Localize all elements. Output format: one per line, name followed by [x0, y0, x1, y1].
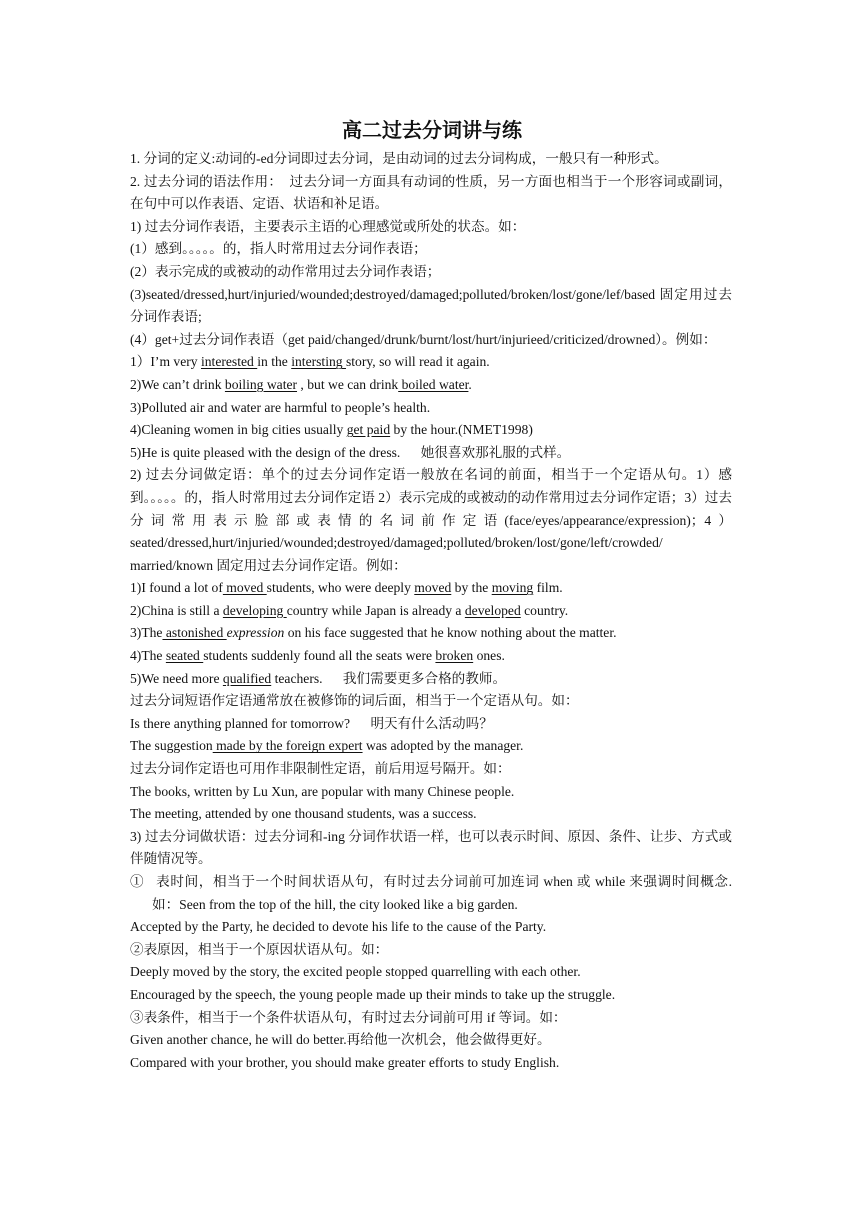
text-segment: 5)We need more [130, 670, 223, 686]
underlined-text: developed [464, 602, 521, 618]
text-paragraph [130, 464, 732, 577]
text-segment: country. [520, 602, 569, 618]
text-segment: 2. 过去分词的语法作用： 过去分词一方面具有动词的性质，另一方面也相当于一个形容词或副词，在句中可以作表语、定语、状语和补足语。 [130, 173, 732, 212]
text-segment: students suddenly found all the seats were [203, 648, 436, 664]
text-segment: was adopted by the manager. [362, 738, 524, 754]
text-paragraph [130, 916, 732, 939]
text-segment: on his face suggested that he know nothing about the matter. [284, 625, 617, 641]
text-paragraph [130, 442, 732, 465]
text-segment: 2)China is still a [130, 602, 223, 618]
text-segment: 3)The [130, 625, 163, 641]
text-segment: The books, written by Lu Xun, are popular with many Chinese people. [130, 783, 515, 799]
text-segment: film. [533, 580, 563, 596]
text-segment: Encouraged by the speech, the young people made up their minds to take up the struggle. [130, 986, 616, 1002]
text-paragraph [130, 803, 732, 826]
text-paragraph [130, 171, 732, 216]
text-segment: students, who were deeply [266, 580, 415, 596]
underlined-text: qualified [222, 670, 272, 686]
text-segment: story, so will read it again. [345, 354, 490, 370]
text-segment: The meeting, attended by one thousand students, was a success. [130, 806, 477, 822]
underlined-text: moved [222, 580, 267, 596]
underlined-text: moving [491, 580, 534, 596]
underlined-text: interested [200, 354, 258, 370]
text-segment: Given another chance, he will do better.再给他一次机会，他会做得更好。 [130, 1032, 551, 1048]
text-segment: 3)Polluted air and water are harmful to people’s health. [130, 399, 431, 415]
text-segment: ① 表时间，相当于一个时间状语从句，有时过去分词前可加连词 when 或 while 来强调时间概念.如：Seen from the top of the hill, the city looked like a big garden. [130, 874, 732, 912]
underlined-text: get paid [346, 422, 391, 438]
text-paragraph [130, 984, 732, 1007]
text-paragraph [130, 216, 732, 239]
document-body [130, 148, 732, 1074]
text-paragraph [130, 961, 732, 984]
text-paragraph [130, 284, 732, 329]
text-segment: 4)The [130, 648, 166, 664]
text-paragraph [130, 577, 732, 600]
text-segment: 过去分词短语作定语通常放在被修饰的词后面，相当于一个定语从句。如： [130, 693, 579, 709]
text-paragraph [130, 1029, 732, 1052]
underlined-text: intersting [291, 354, 346, 370]
text-paragraph [130, 758, 732, 781]
text-segment: by the hour.(NMET1998) [390, 422, 533, 438]
text-paragraph [130, 690, 732, 713]
text-segment: 2) 过去分词做定语：单个的过去分词作定语一般放在名词的前面，相当于一个定语从句。1）感到。。。。。的，指人时常用过去分词作定语 2）表示完成的或被动的动作常用过去分词作定语；3）过去分词常用表示脸部或表情的名词前作定语(face/eyes/appearance/expression)；4）seated/dressed,hurt/injuried/wounded;destroyed/damaged;polluted/broken/lost/gone/left/crowded/ married/known 固定用过去分词作定语。例如： [130, 467, 732, 573]
underlined-text: seated [165, 648, 204, 664]
text-segment: by the [451, 580, 492, 596]
text-paragraph [130, 148, 732, 171]
text-segment: 5)He is quite pleased with the design of the dress. 她很喜欢那礼服的式样。 [130, 444, 571, 460]
text-paragraph [130, 351, 732, 374]
text-segment: in the [257, 354, 292, 370]
text-paragraph [130, 668, 732, 691]
text-segment: (1）感到。。。。。的，指人时常用过去分词作表语； [130, 241, 427, 257]
text-segment: teachers. 我们需要更多合格的教师。 [271, 670, 507, 686]
underlined-text: moved [414, 580, 452, 596]
text-segment: 1）I’m very [130, 354, 201, 370]
text-segment: 4)Cleaning women in big cities usually [130, 422, 347, 438]
text-paragraph [130, 374, 732, 397]
text-paragraph [130, 735, 732, 758]
underlined-text: astonished [162, 625, 227, 641]
text-segment: . [468, 376, 472, 392]
text-segment: ②表原因，相当于一个原因状语从句。如： [130, 941, 389, 957]
underlined-text: made by the foreign expert [212, 738, 363, 754]
text-segment: 1. 分词的定义:动词的-ed分词即过去分词，是由动词的过去分词构成，一般只有一种形式。 [130, 151, 668, 166]
text-paragraph [130, 1007, 732, 1030]
text-segment: 1) 过去分词作表语，主要表示主语的心理感觉或所处的状态。如： [130, 218, 526, 234]
text-segment: , but we can drink [297, 376, 399, 392]
text-segment: ones. [473, 648, 505, 664]
text-segment: 过去分词作定语也可用作非限制性定语，前后用逗号隔开。如： [130, 761, 511, 777]
text-paragraph [130, 238, 732, 261]
text-segment: (2）表示完成的或被动的动作常用过去分词作表语； [130, 263, 441, 279]
text-segment: Compared with your brother, you should make greater efforts to study English. [130, 1054, 560, 1070]
text-segment: ③表条件，相当于一个条件状语从句，有时过去分词前可用 if 等词。如： [130, 1009, 567, 1025]
underlined-text: broken [435, 648, 474, 664]
text-segment: country while Japan is already a [286, 602, 465, 618]
text-paragraph [130, 419, 732, 442]
text-paragraph [130, 261, 732, 284]
text-paragraph [130, 826, 732, 871]
text-segment: Deeply moved by the story, the excited people stopped quarrelling with each other. [130, 964, 581, 980]
text-paragraph [130, 1052, 732, 1075]
text-segment: 3) 过去分词做状语：过去分词和-ing 分词作状语一样，也可以表示时间、原因、条件、让步、方式或伴随情况等。 [130, 828, 732, 867]
text-paragraph [130, 397, 732, 420]
text-paragraph [130, 622, 732, 645]
text-paragraph [130, 329, 732, 352]
text-segment: (4）get+过去分词作表语（get paid/changed/drunk/burnt/lost/hurt/injurieed/criticized/drowned）。例如： [130, 331, 717, 347]
text-segment: (3)seated/dressed,hurt/injuried/wounded;destroyed/damaged;polluted/broken/lost/gone/lef/based 固定用过去分词作表语; [130, 286, 732, 325]
text-paragraph [130, 939, 732, 962]
text-segment: Accepted by the Party, he decided to devote his life to the cause of the Party. [130, 919, 547, 935]
underlined-text: developing [222, 602, 287, 618]
text-paragraph [130, 781, 732, 804]
text-paragraph [130, 871, 732, 916]
text-segment: Is there anything planned for tomorrow? 明天有什么活动吗？ [130, 715, 493, 731]
underlined-text: boiled water [398, 376, 469, 392]
italic-text: expression [226, 625, 285, 641]
underlined-text: boiling water [224, 376, 298, 392]
text-paragraph [130, 645, 732, 668]
text-segment: The suggestion [130, 738, 213, 754]
text-segment: 1)I found a lot of [130, 580, 223, 596]
text-paragraph [130, 600, 732, 623]
text-paragraph [130, 713, 732, 736]
text-segment: 2)We can’t drink [130, 376, 225, 392]
document-title: 高二过去分词讲与练 [342, 120, 522, 142]
